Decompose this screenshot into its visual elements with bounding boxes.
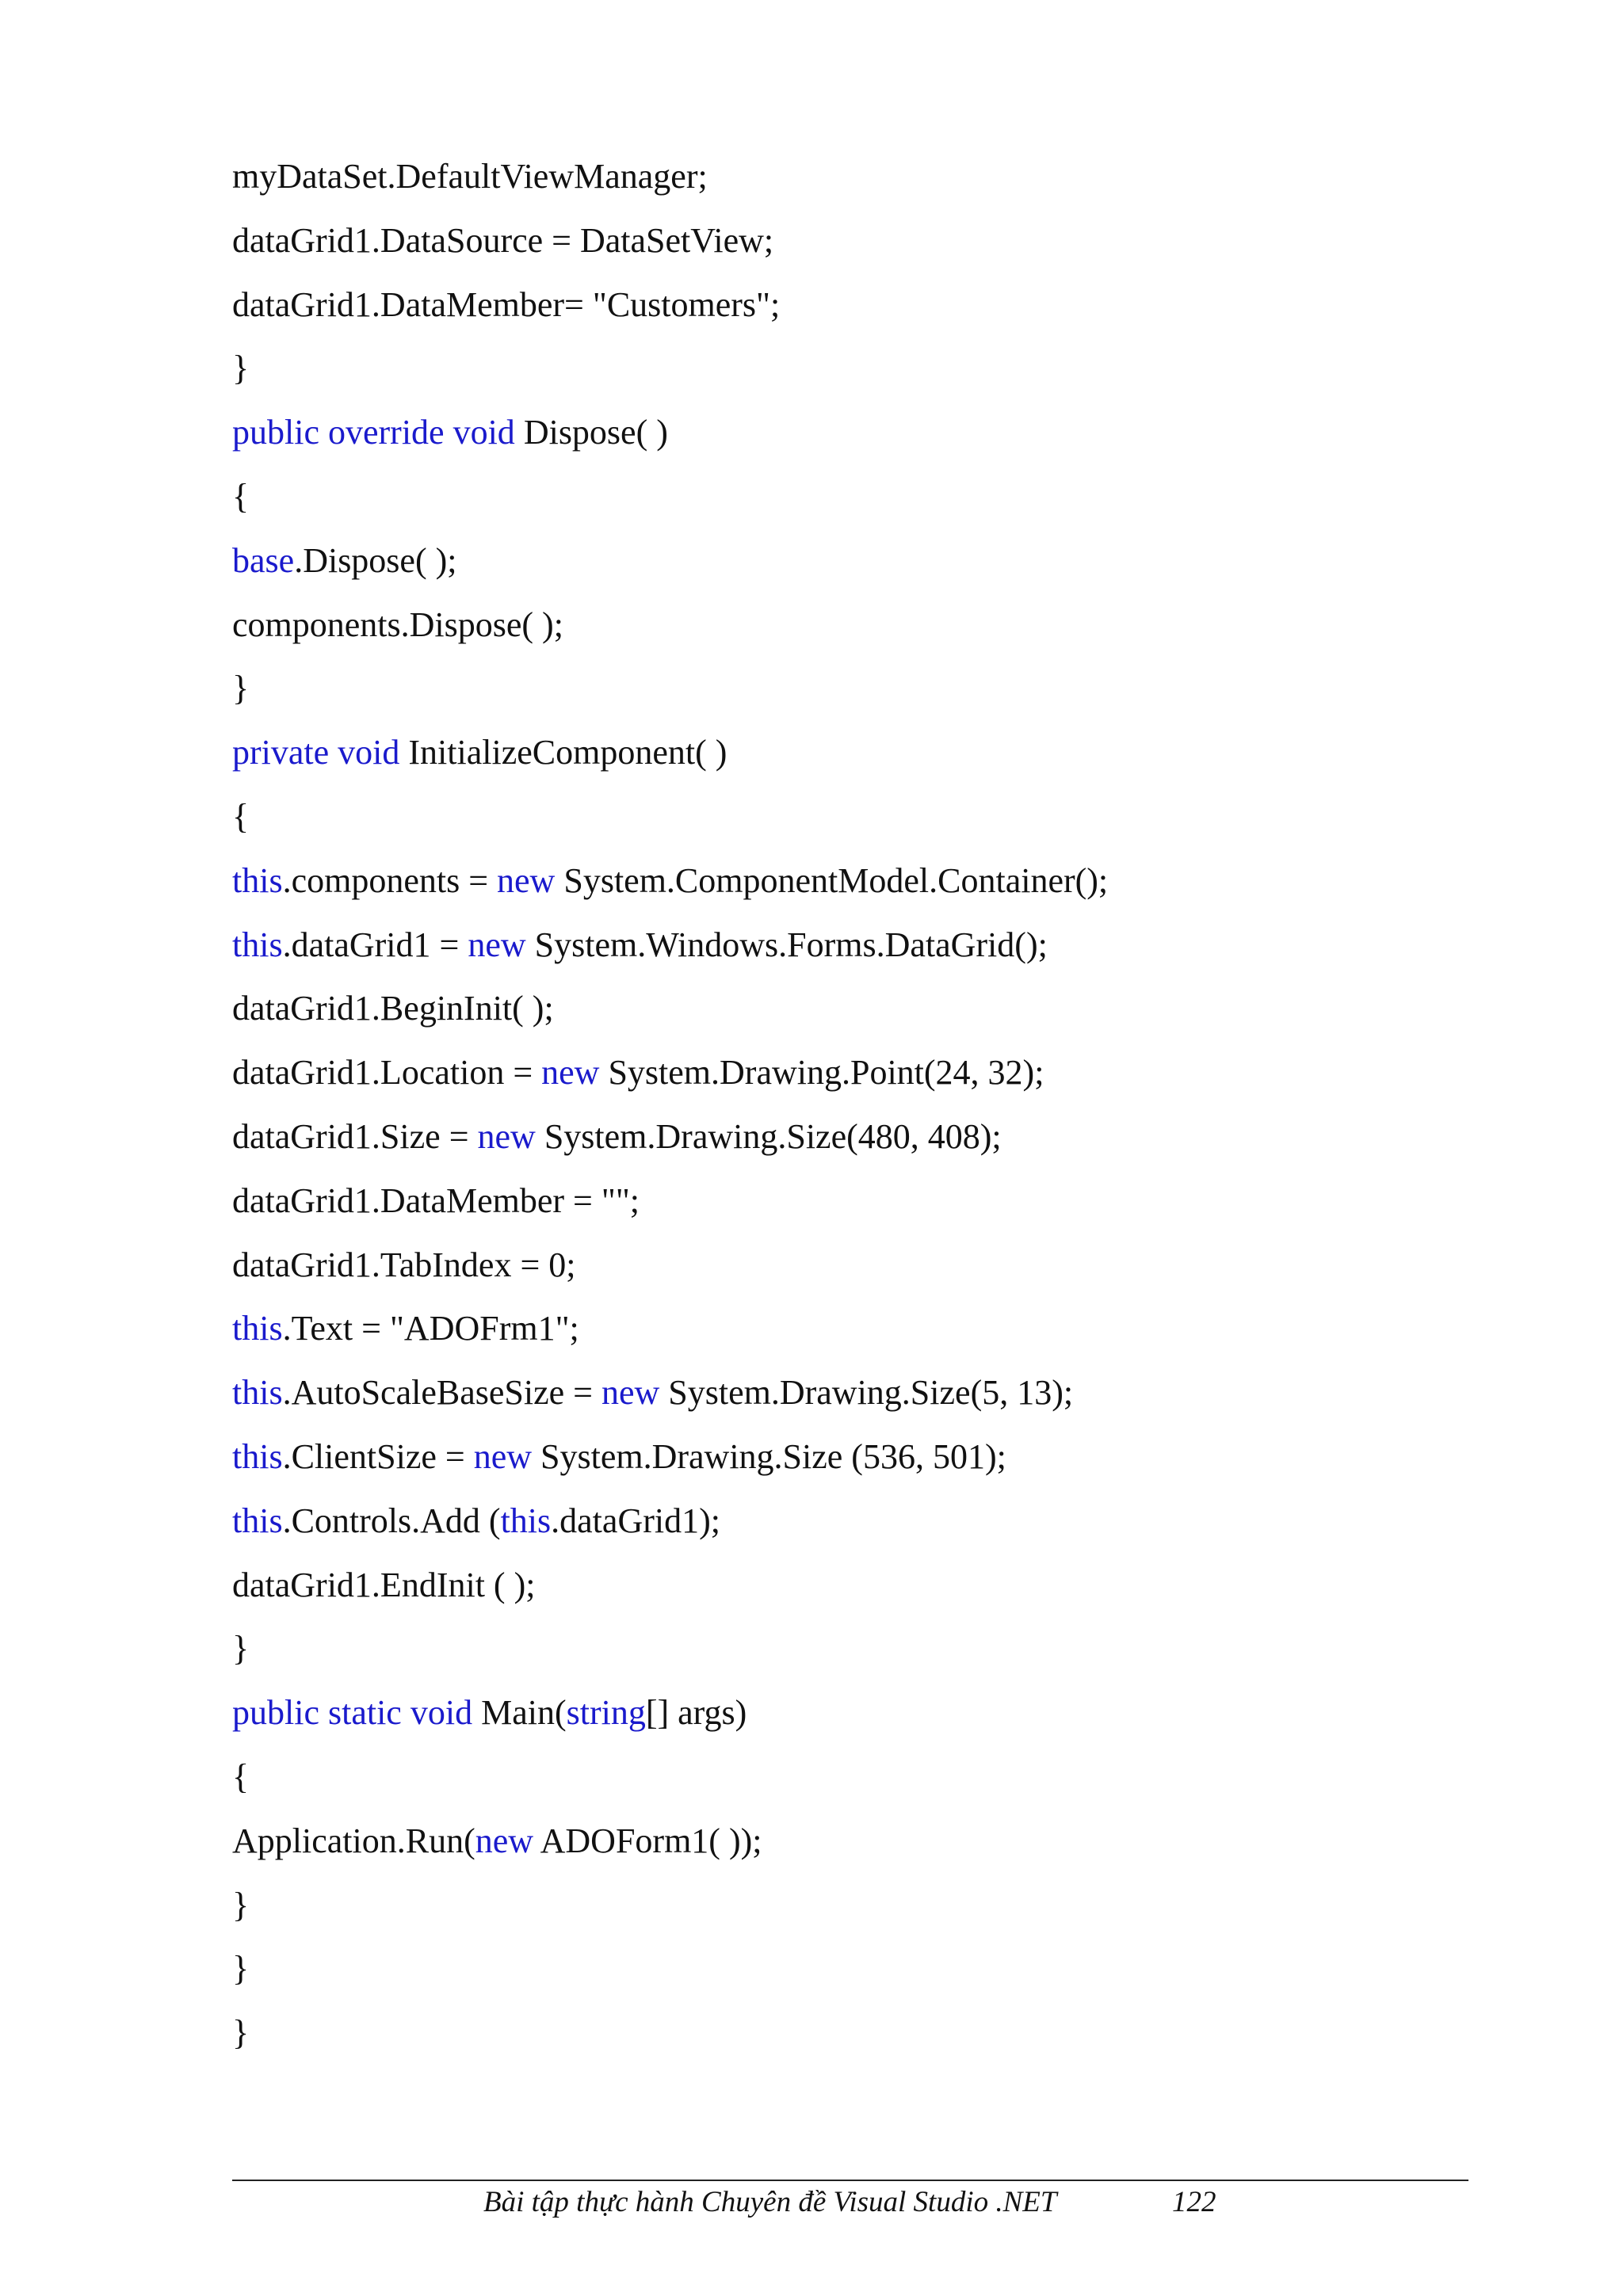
- code-keyword: void: [453, 413, 515, 452]
- code-text: Application.Run(: [232, 1821, 475, 1860]
- code-keyword: new: [468, 925, 526, 964]
- code-line: [232, 1497, 1500, 1562]
- code-keyword: new: [601, 1373, 660, 1413]
- code-text: myDataSet.DefaultViewManager;: [232, 157, 708, 196]
- code-text: {: [232, 476, 250, 516]
- code-keyword: this: [232, 1309, 283, 1348]
- code-text: [402, 1693, 411, 1732]
- code-line: [232, 1305, 1500, 1369]
- code-keyword: void: [338, 733, 400, 772]
- footer-title: Bài tập thực hành Chuyên đề Visual Studio .NET: [483, 2186, 1057, 2218]
- code-keyword: private: [232, 733, 330, 772]
- code-keyword: new: [497, 860, 556, 900]
- code-text: }: [232, 669, 250, 708]
- code-text: System.Drawing.Point(24, 32);: [599, 1053, 1044, 1093]
- code-text: Dispose( ): [514, 413, 668, 452]
- code-text: .Dispose( );: [294, 540, 457, 580]
- code-text: System.Windows.Forms.DataGrid();: [525, 925, 1048, 964]
- code-text: dataGrid1.TabIndex = 0;: [232, 1245, 576, 1284]
- code-text: }: [232, 1949, 250, 1989]
- code-keyword: void: [410, 1693, 473, 1733]
- code-line: [232, 857, 1500, 921]
- code-text: System.Drawing.Size(5, 13);: [659, 1373, 1074, 1413]
- page-number: 122: [1172, 2186, 1216, 2218]
- code-keyword: this: [232, 1501, 283, 1540]
- code-line: [232, 1882, 1500, 1946]
- code-keyword: base: [232, 540, 295, 580]
- code-line: [232, 665, 1500, 729]
- code-line: [232, 1049, 1500, 1113]
- code-listing: [232, 153, 1500, 2073]
- code-text: }: [232, 1629, 250, 1669]
- code-keyword: new: [541, 1053, 600, 1093]
- code-line: [232, 1113, 1500, 1177]
- code-line: [232, 1369, 1500, 1433]
- code-text: .AutoScaleBaseSize =: [282, 1373, 601, 1413]
- code-line: [232, 281, 1500, 345]
- code-line: [232, 1753, 1500, 1817]
- code-line: [232, 217, 1500, 281]
- code-text: InitializeComponent( ): [399, 733, 727, 772]
- code-text: .ClientSize =: [282, 1436, 474, 1476]
- code-line: [232, 985, 1500, 1049]
- code-text: dataGrid1.DataSource = DataSetView;: [232, 220, 774, 260]
- code-text: dataGrid1.DataMember= "Customers";: [232, 284, 781, 324]
- code-keyword: public: [232, 413, 319, 452]
- code-line: [232, 409, 1500, 473]
- code-keyword: this: [232, 860, 283, 900]
- code-line: [232, 601, 1500, 666]
- code-text: .Text = "ADOFrm1";: [282, 1309, 579, 1348]
- code-keyword: this: [232, 1436, 283, 1476]
- code-line: [232, 345, 1500, 409]
- code-text: }: [232, 1885, 250, 1924]
- code-text: .components =: [282, 860, 498, 900]
- code-text: dataGrid1.BeginInit( );: [232, 989, 554, 1028]
- code-line: [232, 1562, 1500, 1626]
- code-text: [445, 413, 453, 452]
- code-text: [329, 733, 338, 772]
- code-text: .dataGrid1 =: [282, 925, 468, 964]
- code-text: dataGrid1.DataMember = "";: [232, 1180, 640, 1220]
- code-line: [232, 729, 1500, 793]
- code-line: [232, 537, 1500, 601]
- code-keyword: string: [566, 1693, 646, 1733]
- code-text: [319, 1693, 328, 1732]
- code-line: [232, 1241, 1500, 1306]
- code-keyword: new: [477, 1116, 536, 1156]
- code-line: [232, 1689, 1500, 1753]
- code-keyword: static: [327, 1693, 402, 1733]
- code-text: }: [232, 349, 250, 388]
- code-text: System.Drawing.Size(480, 408);: [535, 1116, 1002, 1156]
- code-text: System.ComponentModel.Container();: [555, 860, 1109, 900]
- code-text: components.Dispose( );: [232, 605, 563, 644]
- code-text: {: [232, 796, 250, 836]
- code-text: {: [232, 1756, 250, 1796]
- code-line: [232, 921, 1500, 986]
- code-line: [232, 1625, 1500, 1689]
- code-line: [232, 2009, 1500, 2073]
- code-text: ADOForm1( ));: [533, 1821, 762, 1860]
- code-text: }: [232, 2013, 250, 2053]
- code-line: [232, 1433, 1500, 1497]
- code-text: .dataGrid1);: [551, 1501, 720, 1540]
- code-keyword: new: [475, 1821, 534, 1860]
- code-keyword: public: [232, 1693, 319, 1733]
- code-text: System.Drawing.Size (536, 501);: [532, 1436, 1006, 1476]
- code-text: [319, 413, 328, 452]
- code-keyword: this: [232, 925, 283, 964]
- code-keyword: this: [500, 1501, 552, 1540]
- code-keyword: override: [327, 413, 445, 452]
- code-text: dataGrid1.Size =: [232, 1116, 478, 1156]
- code-line: [232, 793, 1500, 857]
- code-text: [] args): [645, 1693, 747, 1733]
- code-line: [232, 153, 1500, 217]
- code-text: dataGrid1.Location =: [232, 1053, 542, 1093]
- code-keyword: new: [473, 1436, 533, 1476]
- code-text: .Controls.Add (: [282, 1501, 501, 1540]
- code-line: [232, 1177, 1500, 1241]
- code-line: [232, 1817, 1500, 1882]
- code-text: dataGrid1.EndInit ( );: [232, 1565, 536, 1604]
- footer-divider: [232, 2180, 1468, 2181]
- code-line: [232, 473, 1500, 537]
- code-text: Main(: [472, 1693, 567, 1733]
- code-keyword: this: [232, 1373, 283, 1413]
- code-line: [232, 1945, 1500, 2009]
